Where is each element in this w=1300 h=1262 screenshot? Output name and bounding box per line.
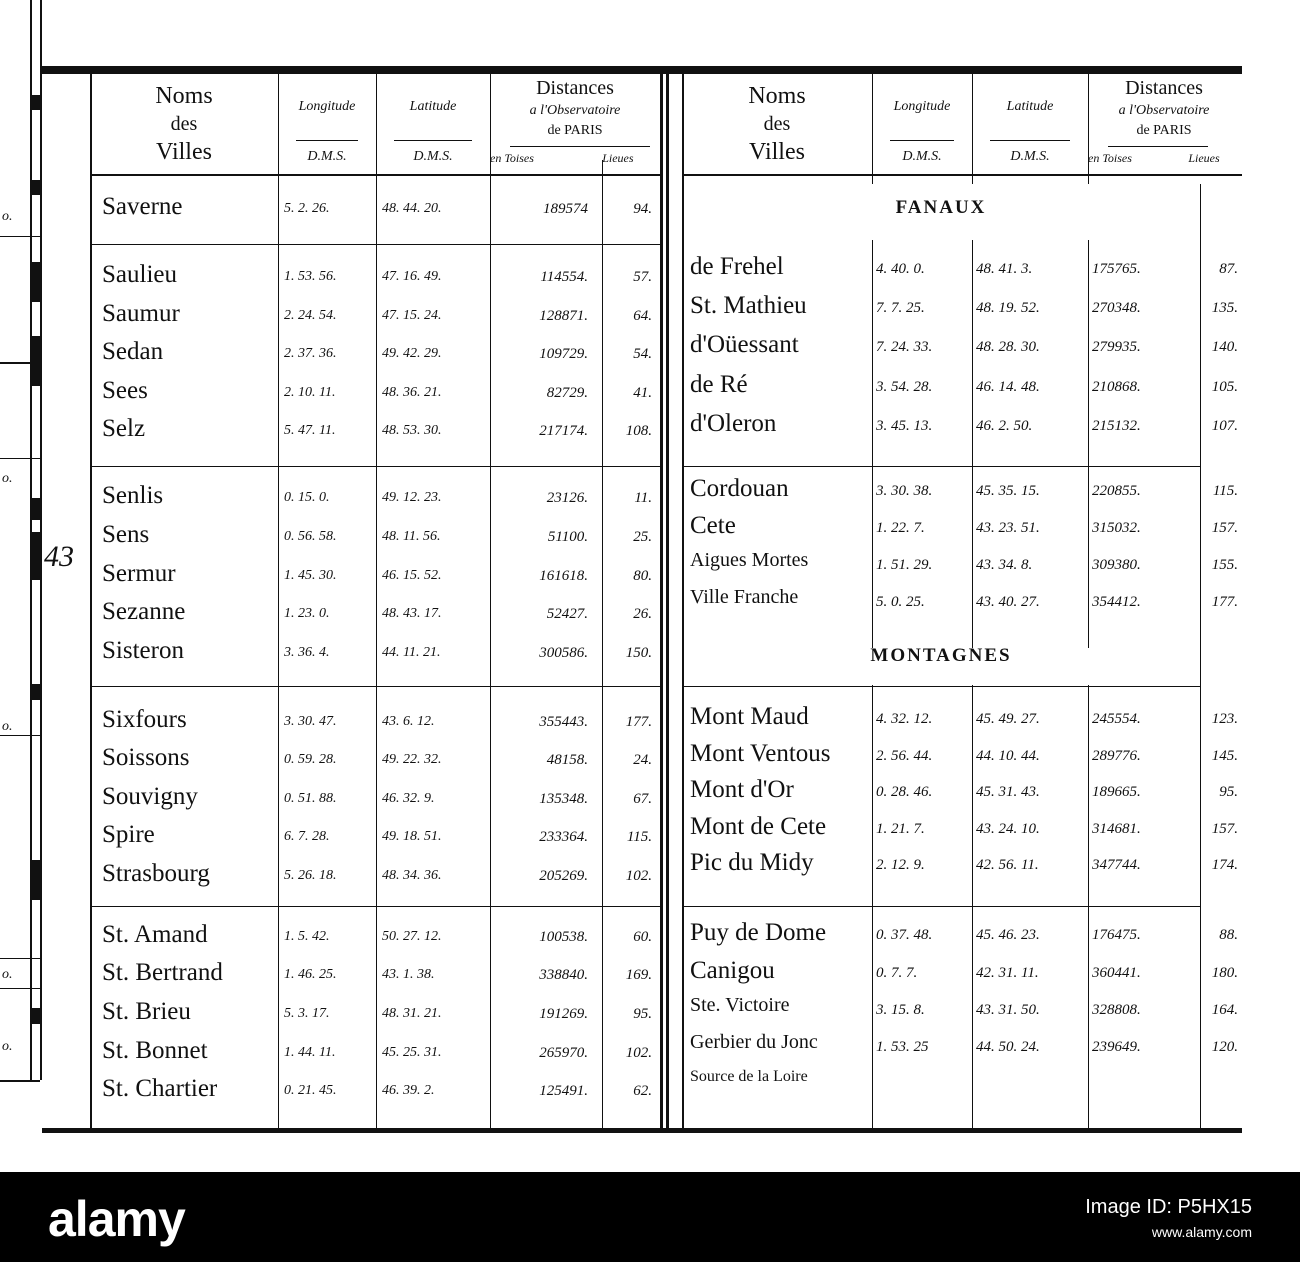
latitude-value: 48. 36. 21. (382, 385, 442, 400)
city-name: St. Bertrand (102, 959, 223, 986)
lieues-value: 26. (633, 606, 652, 622)
lieues-value: 115. (1212, 483, 1238, 499)
lieues-value: 105. (1211, 379, 1238, 395)
city-name: Saulieu (102, 261, 177, 288)
margin-mark: o. (2, 719, 13, 734)
margin-scale-block (31, 180, 40, 195)
latitude-value: 43. 31. 50. (976, 1002, 1040, 1018)
bottom-border (42, 1128, 1242, 1133)
longitude-value: 2. 56. 44. (876, 748, 933, 764)
city-name: Sixfours (102, 706, 187, 733)
toises-value: 233364. (539, 829, 588, 845)
latitude-value: 47. 16. 49. (382, 269, 442, 284)
latitude-value: 49. 18. 51. (382, 829, 442, 844)
landmark-name: Puy de Dome (690, 919, 827, 946)
lieues-value: 123. (1211, 711, 1238, 727)
latitude-value: 49. 22. 32. (382, 752, 442, 767)
lieues-value: 102. (625, 868, 652, 884)
longitude-value: 4. 32. 12. (876, 711, 933, 727)
latitude-value: 43. 1. 38. (382, 967, 435, 982)
city-name: Sermur (102, 560, 176, 587)
latitude-value: 48. 28. 30. (976, 339, 1040, 355)
longitude-value: 3. 30. 47. (284, 714, 337, 729)
margin-tick (0, 236, 42, 237)
toises-value: 289776. (1092, 748, 1141, 764)
right-header-names: Noms (748, 83, 806, 109)
margin-tick (0, 958, 42, 959)
longitude-value: 0. 28. 46. (876, 784, 933, 800)
latitude-value: 44. 10. 44. (976, 748, 1040, 764)
right-header-villes: Villes (749, 139, 805, 165)
latitude-value: 50. 27. 12. (382, 929, 442, 944)
right-header-lat-dms: D.M.S. (1010, 149, 1050, 164)
group-rule (90, 244, 660, 245)
toises-value: 210868. (1092, 379, 1141, 395)
group-rule (90, 466, 660, 467)
group-rule (90, 686, 660, 687)
longitude-value: 1. 53. 25 (876, 1039, 929, 1055)
section-title-fanaux: FANAUX (895, 197, 987, 218)
toises-value: 328808. (1092, 1002, 1141, 1018)
longitude-value: 3. 36. 4. (284, 645, 330, 660)
latitude-value: 46. 14. 48. (976, 379, 1040, 395)
latitude-value: 42. 31. 11. (976, 965, 1039, 981)
dms-rule (394, 140, 472, 141)
watermark-footer (0, 1172, 1300, 1262)
column-rule (278, 74, 279, 1130)
section-title-montagnes: MONTAGNES (870, 645, 1012, 666)
paris-rule (510, 146, 650, 147)
longitude-value: 0. 59. 28. (284, 752, 337, 767)
longitude-value: 3. 15. 8. (876, 1002, 925, 1018)
longitude-value: 2. 12. 9. (876, 857, 925, 873)
toises-value: 217174. (539, 423, 588, 439)
city-name: St. Chartier (102, 1075, 218, 1102)
longitude-value: 0. 7. 7. (876, 965, 918, 981)
margin-scale-block (31, 498, 40, 520)
margin-mark: 43 (44, 540, 74, 573)
longitude-value: 2. 37. 36. (284, 346, 337, 361)
lieues-value: 157. (1211, 520, 1238, 536)
landmark-name: de Ré (690, 371, 748, 398)
lieues-value: 95. (1219, 784, 1238, 800)
left-header-names: Noms (155, 83, 213, 109)
landmark-name: Mont Ventous (690, 740, 831, 767)
lieues-value: 107. (1211, 418, 1238, 434)
latitude-value: 47. 15. 24. (382, 308, 442, 323)
right-header-observatoire: a l'Observatoire (1118, 103, 1210, 118)
toises-value: 51100. (547, 529, 588, 545)
lieues-value: 67. (633, 791, 652, 807)
longitude-value: 0. 56. 58. (284, 529, 337, 544)
toises-value: 279935. (1092, 339, 1141, 355)
toises-value: 360441. (1092, 965, 1141, 981)
margin-scale-block (31, 95, 40, 110)
toises-value: 239649. (1092, 1039, 1141, 1055)
lieues-value: 108. (625, 423, 652, 439)
lieues-value: 94. (633, 201, 652, 217)
city-name: Spire (102, 821, 155, 848)
left-header-lat-dms: D.M.S. (413, 149, 453, 164)
longitude-value: 1. 51. 29. (876, 557, 933, 573)
city-name: Soissons (102, 744, 190, 771)
lieues-value: 95. (633, 1006, 652, 1022)
left-header-longitude: Longitude (298, 99, 356, 114)
latitude-value: 43. 24. 10. (976, 821, 1040, 837)
column-rule (1088, 685, 1089, 1130)
longitude-value: 0. 21. 45. (284, 1083, 337, 1098)
lieues-value: 57. (633, 269, 652, 285)
city-name: St. Bonnet (102, 1037, 208, 1064)
margin-mark: o. (2, 967, 13, 982)
landmark-name: de Frehel (690, 253, 784, 280)
lieues-value: 164. (1211, 1002, 1238, 1018)
latitude-value: 48. 34. 36. (382, 868, 442, 883)
left-header-observatoire: a l'Observatoire (529, 103, 621, 118)
lieues-value: 25. (633, 529, 652, 545)
right-header-des: des (763, 113, 791, 135)
toises-value: 128871. (539, 308, 588, 324)
lieues-value: 135. (1211, 300, 1238, 316)
longitude-value: 1. 21. 7. (876, 821, 925, 837)
site-url: www.alamy.com (1151, 1224, 1252, 1240)
latitude-value: 42. 56. 11. (976, 857, 1039, 873)
margin-scale-line (0, 1080, 40, 1082)
header-rule (682, 174, 1242, 176)
toises-value: 189665. (1092, 784, 1141, 800)
brand-logo: alamy (48, 1191, 185, 1247)
longitude-value: 0. 51. 88. (284, 791, 337, 806)
longitude-value: 5. 0. 25. (876, 594, 925, 610)
lieues-value: 177. (1211, 594, 1238, 610)
longitude-value: 1. 53. 56. (284, 269, 337, 284)
left-header-paris: de PARIS (547, 123, 603, 138)
landmark-name: Source de la Loire (690, 1068, 808, 1085)
margin-scale-block (31, 1008, 40, 1024)
landmark-name: d'Oüessant (690, 331, 799, 358)
dms-rule (296, 140, 358, 141)
lieues-value: 150. (625, 645, 652, 661)
city-name: Sezanne (102, 598, 186, 625)
lieues-value: 24. (633, 752, 652, 768)
image-id: Image ID: P5HX15 (1085, 1196, 1252, 1218)
lieues-value: 180. (1211, 965, 1238, 981)
right-header-paris: de PARIS (1136, 123, 1192, 138)
left-header-lieues: Lieues (602, 151, 634, 165)
city-name: Sedan (102, 338, 164, 365)
toises-value: 347744. (1092, 857, 1141, 873)
longitude-value: 6. 7. 28. (284, 829, 330, 844)
left-header-distances: Distances (536, 77, 614, 99)
landmark-name: Mont de Cete (690, 813, 827, 840)
toises-value: 23126. (546, 490, 588, 506)
city-name: Saumur (102, 300, 180, 327)
column-rule (972, 74, 973, 184)
toises-value: 82729. (546, 385, 588, 401)
toises-value: 265970. (539, 1045, 588, 1061)
latitude-value: 44. 50. 24. (976, 1039, 1040, 1055)
landmark-name: Mont Maud (690, 703, 809, 730)
city-name: St. Brieu (102, 998, 191, 1025)
margin-scale-block (31, 532, 40, 580)
lieues-value: 155. (1211, 557, 1238, 573)
lieues-value: 115. (626, 829, 652, 845)
column-rule (90, 74, 92, 1130)
toises-value: 114554. (540, 269, 588, 285)
latitude-value: 43. 23. 51. (976, 520, 1040, 536)
latitude-value: 45. 35. 15. (976, 483, 1040, 499)
column-rule (490, 74, 491, 1130)
longitude-value: 5. 2. 26. (284, 201, 330, 216)
longitude-value: 5. 26. 18. (284, 868, 337, 883)
lieues-value: 120. (1211, 1039, 1238, 1055)
city-name: St. Amand (102, 921, 208, 948)
margin-tick (0, 735, 42, 736)
dms-rule (990, 140, 1070, 141)
latitude-value: 46. 2. 50. (976, 418, 1033, 434)
lieues-value: 11. (634, 490, 652, 506)
lieues-value: 157. (1211, 821, 1238, 837)
column-rule (872, 685, 873, 1130)
longitude-value: 0. 15. 0. (284, 490, 330, 505)
margin-mark: o. (2, 471, 13, 486)
header-rule (90, 174, 660, 176)
latitude-value: 49. 42. 29. (382, 346, 442, 361)
lieues-value: 41. (633, 385, 652, 401)
toises-value: 100538. (539, 929, 588, 945)
column-rule (972, 685, 973, 1130)
latitude-value: 46. 39. 2. (382, 1083, 435, 1098)
lieues-value: 62. (633, 1083, 652, 1099)
latitude-value: 48. 11. 56. (382, 529, 441, 544)
latitude-value: 44. 11. 21. (382, 645, 441, 660)
left-header-toises: en Toises (490, 151, 534, 165)
city-name: Senlis (102, 482, 164, 509)
lieues-value: 140. (1211, 339, 1238, 355)
toises-value: 315032. (1092, 520, 1141, 536)
lieues-value: 80. (633, 568, 652, 584)
latitude-value: 48. 53. 30. (382, 423, 442, 438)
margin-mark: o. (2, 1039, 13, 1054)
latitude-value: 45. 25. 31. (382, 1045, 442, 1060)
longitude-value: 2. 24. 54. (284, 308, 337, 323)
latitude-value: 48. 44. 20. (382, 201, 442, 216)
top-border (42, 66, 1242, 74)
toises-value: 175765. (1092, 261, 1141, 277)
column-rule (872, 240, 873, 648)
margin-tick (0, 988, 42, 989)
column-rule (602, 160, 603, 1130)
group-rule (682, 466, 1200, 467)
column-rule (872, 74, 873, 184)
longitude-value: 1. 46. 25. (284, 967, 337, 982)
longitude-value: 5. 3. 17. (284, 1006, 330, 1021)
latitude-value: 48. 41. 3. (976, 261, 1033, 277)
toises-value: 176475. (1092, 927, 1141, 943)
toises-value: 309380. (1092, 557, 1141, 573)
column-rule (1088, 240, 1089, 648)
margin-scale-block (31, 262, 40, 302)
longitude-value: 2. 10. 11. (284, 385, 336, 400)
latitude-value: 48. 43. 17. (382, 606, 442, 621)
longitude-value: 1. 45. 30. (284, 568, 337, 583)
toises-value: 338840. (539, 967, 588, 983)
toises-value: 125491. (539, 1083, 588, 1099)
toises-value: 354412. (1092, 594, 1141, 610)
city-name: Sisteron (102, 637, 184, 664)
landmark-name: Cordouan (690, 475, 789, 502)
toises-value: 314681. (1092, 821, 1141, 837)
toises-value: 300586. (539, 645, 588, 661)
toises-value: 161618. (539, 568, 588, 584)
latitude-value: 43. 6. 12. (382, 714, 435, 729)
lieues-value: 145. (1211, 748, 1238, 764)
right-header-distances: Distances (1125, 77, 1203, 99)
lieues-value: 88. (1219, 927, 1238, 943)
latitude-value: 43. 40. 27. (976, 594, 1040, 610)
toises-value: 189574 (543, 201, 588, 217)
longitude-value: 1. 44. 11. (284, 1045, 336, 1060)
city-name: Selz (102, 415, 146, 442)
paris-rule (1108, 146, 1208, 147)
margin-scale-block (31, 860, 40, 900)
toises-value: 215132. (1092, 418, 1141, 434)
lieues-value: 54. (633, 346, 652, 362)
longitude-value: 5. 47. 11. (284, 423, 336, 438)
landmark-name: Cete (690, 512, 736, 539)
landmark-name: Gerbier du Jonc (690, 1031, 818, 1053)
column-rule (1200, 184, 1201, 1130)
toises-value: 245554. (1092, 711, 1141, 727)
left-header-des: des (170, 113, 198, 135)
left-header-lon-dms: D.M.S. (307, 149, 347, 164)
lieues-value: 102. (625, 1045, 652, 1061)
lieues-value: 169. (625, 967, 652, 983)
lieues-value: 64. (633, 308, 652, 324)
landmark-name: Ville Franche (690, 586, 799, 608)
city-name: Saverne (102, 193, 183, 220)
latitude-value: 45. 49. 27. (976, 711, 1040, 727)
longitude-value: 3. 45. 13. (876, 418, 933, 434)
city-name: Sees (102, 377, 148, 404)
landmark-name: Ste. Victoire (690, 994, 790, 1016)
margin-scale-block (31, 684, 40, 700)
longitude-value: 4. 40. 0. (876, 261, 925, 277)
latitude-value: 46. 15. 52. (382, 568, 442, 583)
toises-value: 205269. (539, 868, 588, 884)
longitude-value: 1. 22. 7. (876, 520, 925, 536)
right-header-toises: en Toises (1088, 151, 1132, 165)
longitude-value: 0. 37. 48. (876, 927, 933, 943)
landmark-name: St. Mathieu (690, 292, 807, 319)
longitude-value: 1. 5. 42. (284, 929, 330, 944)
toises-value: 135348. (539, 791, 588, 807)
latitude-value: 48. 19. 52. (976, 300, 1040, 316)
latitude-value: 45. 46. 23. (976, 927, 1040, 943)
city-name: Souvigny (102, 783, 198, 810)
latitude-value: 45. 31. 43. (976, 784, 1040, 800)
toises-value: 220855. (1092, 483, 1141, 499)
margin-scale-line (40, 0, 42, 1080)
landmark-name: d'Oleron (690, 410, 777, 437)
column-rule (376, 74, 377, 1130)
column-rule (666, 74, 669, 1130)
column-rule (660, 74, 663, 1130)
landmark-name: Mont d'Or (690, 776, 794, 803)
margin-mark: o. (2, 209, 13, 224)
landmark-name: Canigou (690, 957, 775, 984)
lieues-value: 60. (633, 929, 652, 945)
landmark-name: Pic du Midy (690, 849, 814, 876)
landmark-name: Aigues Mortes (690, 549, 809, 571)
column-rule (682, 74, 684, 1130)
lieues-value: 174. (1211, 857, 1238, 873)
group-rule (682, 686, 1200, 687)
toises-value: 109729. (539, 346, 588, 362)
lieues-value: 177. (625, 714, 652, 730)
toises-value: 48158. (546, 752, 588, 768)
right-header-latitude: Latitude (1006, 99, 1054, 114)
city-name: Strasbourg (102, 860, 210, 887)
longitude-value: 3. 30. 38. (876, 483, 933, 499)
margin-scale-block (31, 336, 40, 386)
column-rule (972, 240, 973, 648)
longitude-value: 7. 7. 25. (876, 300, 925, 316)
right-header-lon-dms: D.M.S. (902, 149, 942, 164)
toises-value: 355443. (539, 714, 588, 730)
right-header-longitude: Longitude (893, 99, 951, 114)
left-header-villes: Villes (156, 139, 212, 165)
latitude-value: 46. 32. 9. (382, 791, 435, 806)
latitude-value: 43. 34. 8. (976, 557, 1033, 573)
toises-value: 52427. (546, 606, 588, 622)
left-header-latitude: Latitude (409, 99, 457, 114)
group-rule (90, 906, 660, 907)
longitude-value: 1. 23. 0. (284, 606, 330, 621)
longitude-value: 7. 24. 33. (876, 339, 933, 355)
right-header-lieues: Lieues (1188, 151, 1220, 165)
toises-value: 191269. (539, 1006, 588, 1022)
lieues-value: 87. (1219, 261, 1238, 277)
margin-tick (0, 458, 42, 459)
latitude-value: 49. 12. 23. (382, 490, 442, 505)
latitude-value: 48. 31. 21. (382, 1006, 442, 1021)
dms-rule (890, 140, 954, 141)
city-name: Sens (102, 521, 150, 548)
toises-value: 270348. (1092, 300, 1141, 316)
group-rule (682, 906, 1200, 907)
longitude-value: 3. 54. 28. (876, 379, 933, 395)
